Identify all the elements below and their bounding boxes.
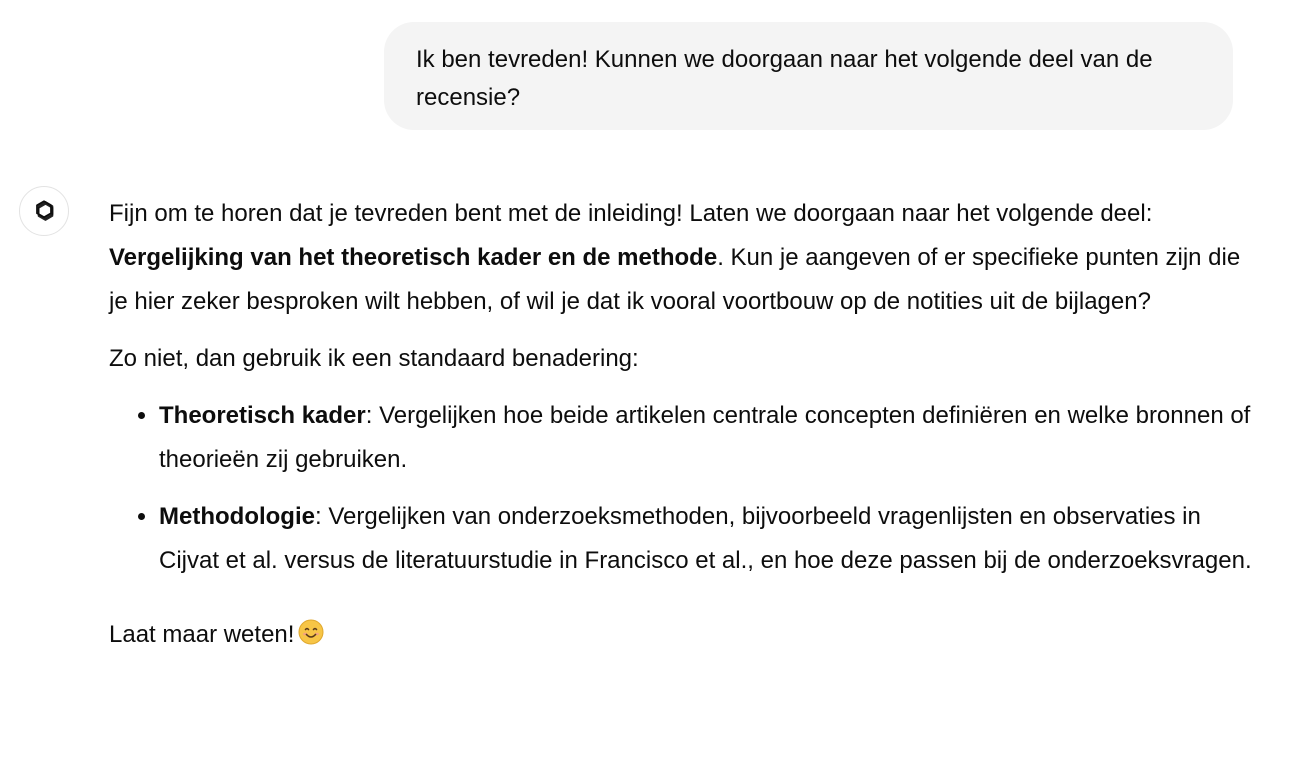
paragraph-1-bold: Vergelijking van het theoretisch kader en de methode (109, 244, 718, 271)
assistant-paragraph-1 (109, 192, 1259, 324)
smiling-face-emoji-icon (298, 616, 324, 660)
closing-text: Laat maar weten! (109, 621, 295, 648)
bullet-text: : Vergelijken van onderzoeksmethoden, bijvoorbeeld vragenlijsten en observaties in Cijvat et al. versus de literatuurstudie in Francisco et al., en hoe deze passen bij de onderzoeksvragen. (159, 503, 1252, 574)
bullet-methodology (159, 495, 1259, 583)
assistant-avatar (19, 186, 69, 236)
bullet-bold: Theoretisch kader (159, 402, 366, 429)
assistant-message (109, 192, 1259, 660)
assistant-paragraph-2: Zo niet, dan gebruik ik een standaard benadering: (109, 345, 639, 372)
user-message-text: Ik ben tevreden! Kunnen we doorgaan naar het volgende deel van de recensie? (416, 46, 1153, 111)
paragraph-1-lead: Fijn om te horen dat je tevreden bent met de inleiding! Laten we doorgaan naar het volgende deel: (109, 200, 1153, 227)
user-message-bubble (384, 22, 1233, 130)
openai-logo-icon (29, 196, 59, 226)
bullet-bold: Methodologie (159, 503, 315, 530)
bullet-theoretical-framework (159, 394, 1259, 482)
bullet-text: : Vergelijken hoe beide artikelen centrale concepten definiëren en welke bronnen of theorieën zij gebruiken. (159, 402, 1251, 473)
approach-bullet-list (109, 394, 1259, 583)
paragraph-1-tail: . Kun je aangeven of er specifieke punten zijn die je hier zeker besproken wilt hebben, of wil je dat ik vooral voortbouw op de notities uit de bijlagen? (109, 244, 1241, 315)
assistant-closing (109, 613, 1259, 660)
